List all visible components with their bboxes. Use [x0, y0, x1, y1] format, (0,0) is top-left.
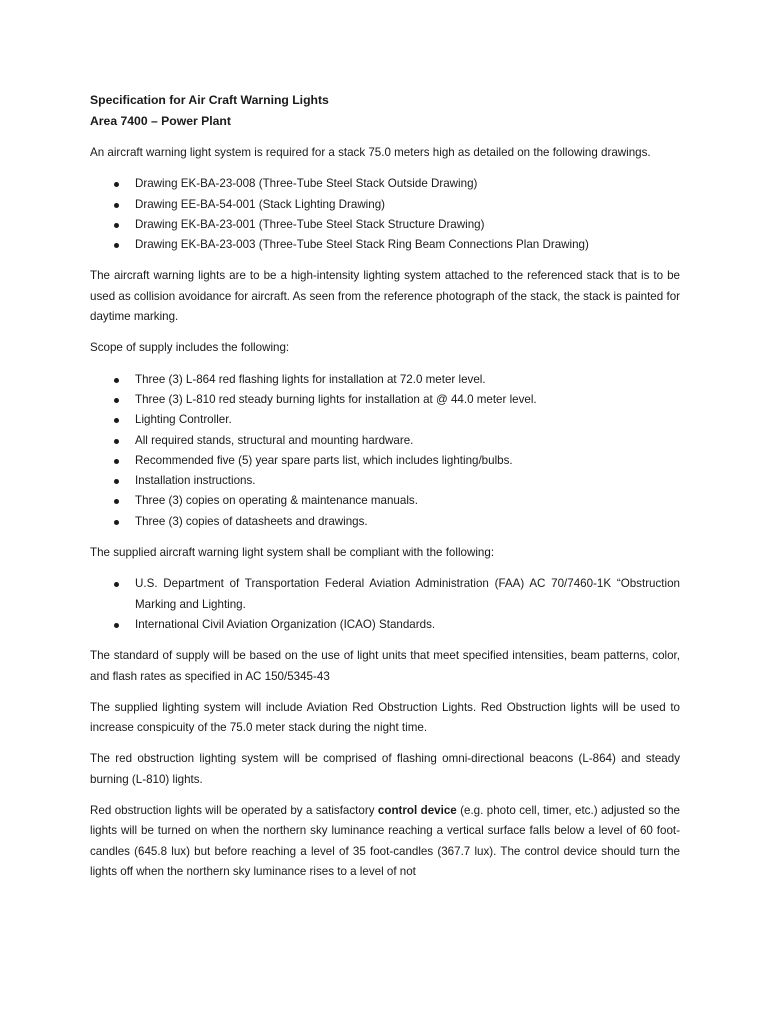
- list-item: U.S. Department of Transportation Federal Aviation Administration (FAA) AC 70/7460-1K “Obstruction Marking and Lighting.: [90, 574, 680, 615]
- list-item: Three (3) L-864 red flashing lights for installation at 72.0 meter level.: [90, 370, 680, 390]
- list-item: Three (3) copies of datasheets and drawings.: [90, 512, 680, 532]
- list-item: Drawing EK-BA-23-008 (Three-Tube Steel Stack Outside Drawing): [90, 174, 680, 194]
- system-paragraph: The red obstruction lighting system will be comprised of flashing omni-directional beacons (L-864) and steady burning (L-810) lights.: [90, 752, 680, 786]
- scope-heading: Scope of supply includes the following:: [90, 341, 290, 355]
- scope-list: [90, 370, 680, 532]
- list-item: Installation instructions.: [90, 471, 680, 491]
- control-text-before: Red obstruction lights will be operated by a satisfactory: [90, 804, 378, 818]
- list-item: Drawing EK-BA-23-003 (Three-Tube Steel Stack Ring Beam Connections Plan Drawing): [90, 235, 680, 255]
- description-paragraph: The aircraft warning lights are to be a high-intensity lighting system attached to the referenced stack that is to be used as collision avoidance for aircraft. As seen from the reference photograph of the stack, the stack is painted for daytime marking.: [90, 269, 680, 324]
- compliance-list: [90, 574, 680, 635]
- list-item: Drawing EK-BA-23-001 (Three-Tube Steel Stack Structure Drawing): [90, 215, 680, 235]
- list-item: Lighting Controller.: [90, 410, 680, 430]
- list-item: Three (3) copies on operating & maintenance manuals.: [90, 491, 680, 511]
- list-item: Recommended five (5) year spare parts list, which includes lighting/bulbs.: [90, 451, 680, 471]
- list-item: Three (3) L-810 red steady burning lights for installation at @ 44.0 meter level.: [90, 390, 680, 410]
- red-lights-paragraph: The supplied lighting system will include Aviation Red Obstruction Lights. Red Obstruction lights will be used to increase conspicuity of the 75.0 meter stack during the night time.: [90, 700, 680, 735]
- document-title: Specification for Air Craft Warning Lights: [90, 93, 329, 107]
- standard-paragraph: The standard of supply will be based on the use of light units that meet specified intensities, beam patterns, color, and flash rates as specified in AC 150/5345-43: [90, 649, 680, 683]
- control-device-term: control device: [377, 804, 457, 818]
- list-item: Drawing EE-BA-54-001 (Stack Lighting Drawing): [90, 195, 680, 215]
- control-paragraph: [90, 801, 680, 882]
- compliance-heading: The supplied aircraft warning light system shall be compliant with the following:: [90, 546, 495, 560]
- drawings-list: [90, 174, 680, 255]
- control-text-after: (e.g. photo cell, timer, etc.) adjusted so the lights will be turned on when the northern sky luminance reaching a vertical surface falls below a level of 60 foot-candles (645.8 lux) but before reaching a level of 35 foot-candles (367.7 lux). The control device should turn the lights off when the northern sky luminance rises to a level of not: [90, 804, 681, 878]
- document-area: Area 7400 – Power Plant: [90, 114, 231, 128]
- list-item: All required stands, structural and mounting hardware.: [90, 431, 680, 451]
- intro-paragraph: An aircraft warning light system is required for a stack 75.0 meters high as detailed on the following drawings.: [90, 146, 651, 159]
- list-item: International Civil Aviation Organization (ICAO) Standards.: [90, 615, 680, 635]
